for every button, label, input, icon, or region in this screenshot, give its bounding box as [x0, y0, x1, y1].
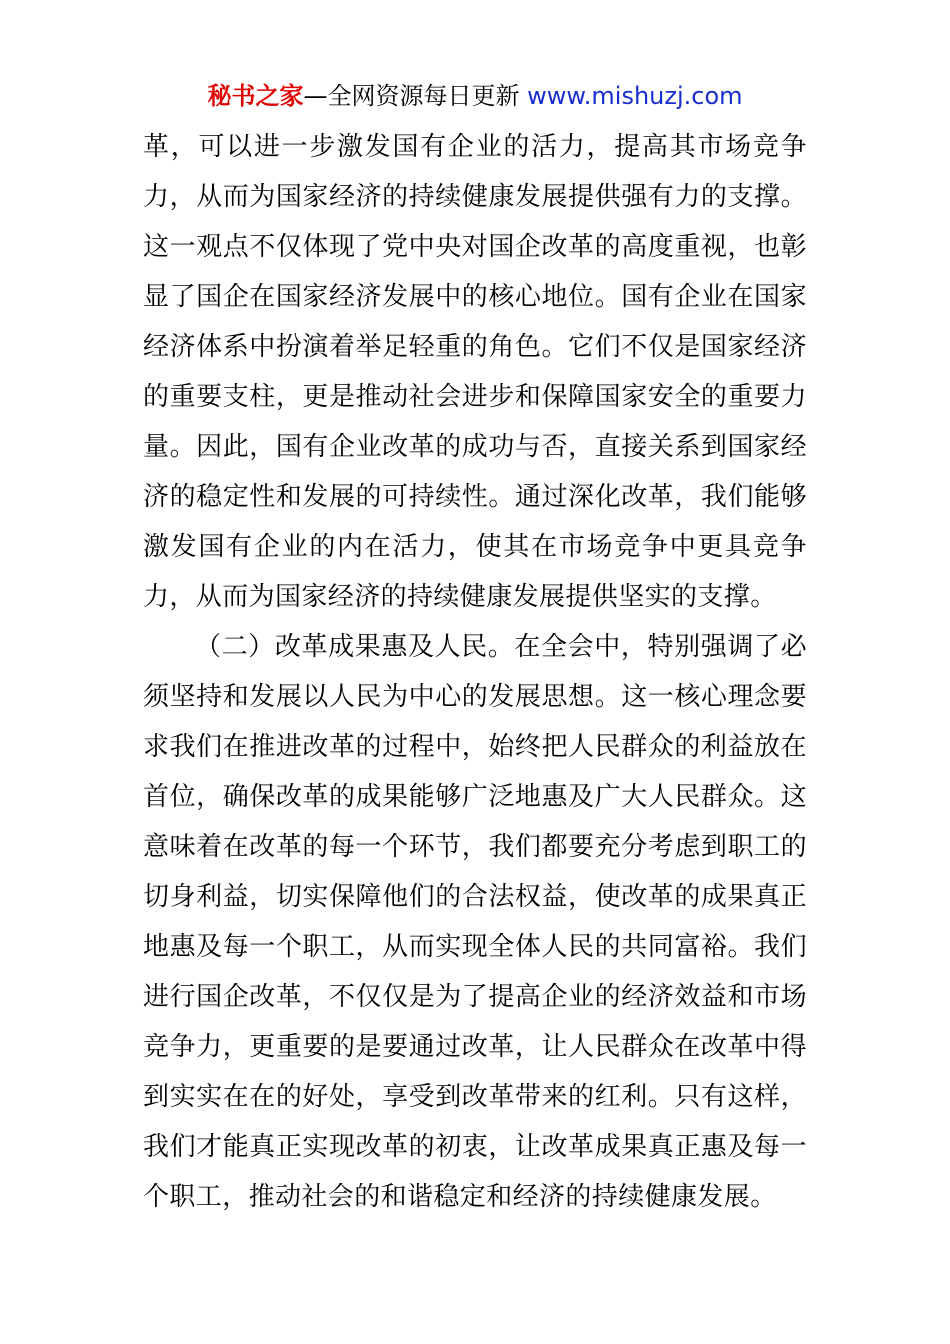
- text-line: 革，可以进一步激发国有企业的活力，提高其市场竞争: [143, 132, 807, 162]
- text-line: 力，从而为国家经济的持续健康发展提供坚实的支撑。: [143, 582, 777, 612]
- text-line: 我们才能真正实现改革的初衷，让改革成果真正惠及每一: [143, 1132, 807, 1162]
- text-line: 进行国企改革，不仅仅是为了提高企业的经济效益和市场: [143, 982, 807, 1012]
- text-line: 经济体系中扮演着举足轻重的角色。它们不仅是国家经济: [143, 332, 807, 362]
- header-brand: 秘书之家: [207, 82, 304, 110]
- text-line: 显了国企在国家经济发展中的核心地位。国有企业在国家: [143, 282, 807, 312]
- text-line: 切身利益，切实保障他们的合法权益，使改革的成果真正: [143, 882, 807, 912]
- text-line: 量。因此，国有企业改革的成功与否，直接关系到国家经: [143, 432, 807, 462]
- text-line: 的重要支柱，更是推动社会进步和保障国家安全的重要力: [143, 382, 807, 412]
- page-header: [0, 78, 950, 114]
- text-line: 须坚持和发展以人民为中心的发展思想。这一核心理念要: [143, 682, 807, 712]
- text-line: 求我们在推进改革的过程中，始终把人民群众的利益放在: [143, 732, 807, 762]
- section-heading-line: （二）改革成果惠及人民。在全会中，特别强调了必: [195, 632, 807, 662]
- text-line: 这一观点不仅体现了党中央对国企改革的高度重视，也彰: [143, 232, 807, 262]
- text-line: 激发国有企业的内在活力，使其在市场竞争中更具竞争: [143, 532, 807, 562]
- text-line: 地惠及每一个职工，从而实现全体人民的共同富裕。我们: [143, 932, 807, 962]
- body-text: [143, 122, 807, 1222]
- text-line: 意味着在改革的每一个环节，我们都要充分考虑到职工的: [143, 832, 807, 862]
- text-line: 首位，确保改革的成果能够广泛地惠及广大人民群众。这: [143, 782, 807, 812]
- text-line: 个职工，推动社会的和谐稳定和经济的持续健康发展。: [143, 1182, 777, 1212]
- text-line: 力，从而为国家经济的持续健康发展提供强有力的支撑。: [143, 182, 807, 212]
- header-site-link[interactable]: www.mishuzj.com: [527, 82, 743, 110]
- text-line: 竞争力，更重要的是要通过改革，让人民群众在改革中得: [143, 1032, 807, 1062]
- text-line: 到实实在在的好处，享受到改革带来的红利。只有这样，: [143, 1082, 807, 1112]
- text-line: 济的稳定性和发展的可持续性。通过深化改革，我们能够: [143, 482, 807, 512]
- header-tagline: —全网资源每日更新: [303, 82, 520, 110]
